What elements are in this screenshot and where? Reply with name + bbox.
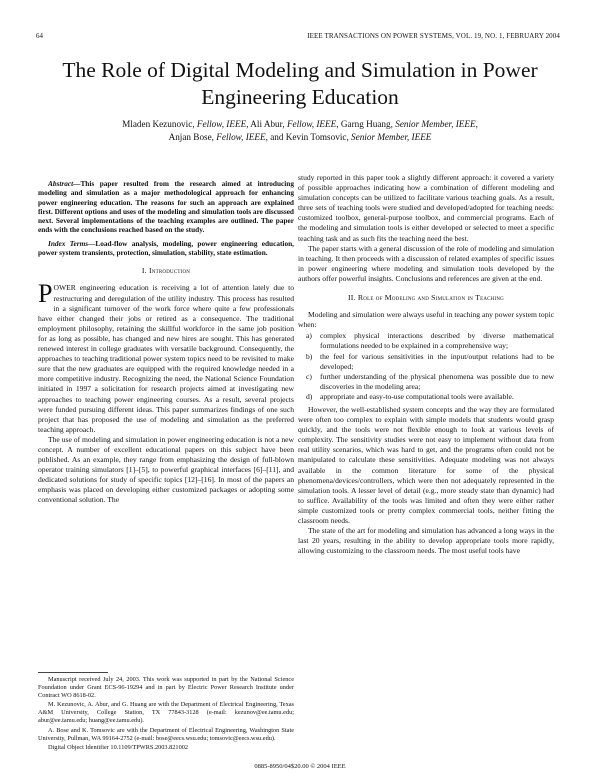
- index-terms-text: Load-flow analysis, modeling, power engineering education, power system transients, protection, simulation, stability, state estimation.: [38, 238, 294, 258]
- abstract-text: This paper resulted from the research aimed at introducing modeling and simulation as a major methodological approach for enhancing power engineering education. The reasons for such an approach are explained first. Different options and uses of the modeling and simulation tools are discussed next. Several implementations of the teaching examples are outlined. The paper ends with the conclusions reached based on the study.: [38, 179, 294, 235]
- abstract: [38, 179, 294, 235]
- right-paragraph-1: study reported in this paper took a slightly different approach: it covered a variety of possible approaches indicating how a combination of different modeling and simulation concepts can be utilized to facilitate various teaching goals. As a result, three sets of teaching tools were studied and developed/adopted for teaching needs: customized toolbox, general-purpose toolbox, and commercial programs. Each of the modeling and simulation tools is either developed or selected to meet a specific teaching task and as such fits the teaching need the best.: [298, 173, 554, 243]
- list-item: [306, 331, 554, 351]
- section-heading-role: II. Role of Modeling and Simulation in Teaching: [348, 293, 504, 303]
- drop-cap: P: [38, 279, 53, 309]
- list-item-text: further understanding of the physical phenomena was possible due to new discoveries in the modeling area;: [320, 371, 554, 391]
- footnote-affiliation-tamu: M. Kezunovic, A. Abur, and G. Huang are with the Department of Electrical Engineering, Texas A&M University, College Station, TX 77843-3128 (e-mail: kezunov@ee.tamu.edu; abur@ee.tamu.edu; huang@ee.tamu.edu).: [38, 701, 294, 725]
- list-item-text: complex physical interactions described by diverse mathematical formulations needed to be explained in a comprehensive way;: [320, 331, 554, 351]
- index-terms: [38, 239, 294, 258]
- page-number: 64: [36, 32, 43, 40]
- list-item-marker: a): [306, 331, 312, 341]
- copyright-footer: 0885-8950/04$20.00 © 2004 IEEE: [254, 763, 346, 770]
- right-paragraph-2: The paper starts with a general discussion of the role of modeling and simulation in teaching. It then proceeds with a discussion of related examples of specific issues in power engineering where modeling and simulation tools developed by the authors offer powerful insights. Conclusions and references are given at the end.: [298, 243, 554, 283]
- paper-title: The Role of Digital Modeling and Simulation in Power Engineering Education: [62, 58, 538, 109]
- footnote-manuscript: Manuscript received July 24, 2003. This work was supported in part by the National Science Foundation under Grant ECS-96-19294 and in part by Electric Power Research Institute under Contract WO 8618-02.: [38, 676, 294, 700]
- right-paragraph-5: The state of the art for modeling and simulation has advanced a long ways in the last 20 years, resulting in the ability to develop appropriate tools more rapidly, allowing customizing to the classroom needs. The most useful tools have: [298, 526, 554, 556]
- list-item: [306, 351, 554, 372]
- authors-line-2: Anjan Bose, Fellow, IEEE, and Kevin Tomsovic, Senior Member, IEEE: [168, 131, 432, 142]
- abstract-label: Abstract—: [48, 179, 81, 188]
- right-column: [298, 173, 554, 556]
- footnote-doi: Digital Object Identifier 10.1109/TPWRS.2003.821002: [48, 743, 189, 751]
- running-header: IEEE TRANSACTIONS ON POWER SYSTEMS, VOL. 19, NO. 1, FEBRUARY 2004: [307, 32, 560, 40]
- left-column: [38, 179, 294, 506]
- section-heading-introduction: I. Introduction: [141, 266, 191, 276]
- intro-paragraph-1-text: OWER engineering education is receiving a lot of attention lately due to restructuring and deregulation of the utility industry. This process has resulted in a significant turnover of the work force where quite a few professionals have either changed their jobs or retired as a consequence. The traditional employment philosophy, retaining the skillful workforce in the same job position for as long as possible, has changed and new hires are sought. This has generated renewed interest in college graduates with versatile background. Consequently, the approaches to teaching traditional power system topics need to be revisited to make sure that the new graduates are equipped with the required knowledge needed in a more competitive industry. Recognizing the need, the National Science Foundation initiated in 1997 a solicitation for research projects aimed at investigating new approaches to teaching power engineering courses. As a result, several projects were funded pursuing different ideas. This paper summarizes findings of one such project that has proposed the use of modeling and simulation as the preferred teaching approach.: [38, 283, 294, 434]
- intro-paragraph-2: The use of modeling and simulation in power engineering education is not a new concept. A number of excellent educational papers on this subject have been published. As an example, they range from emphasizing the design of full-blown operator training simulators [1]–[5], to powerful graphical interfaces [6]–[11], and dedicated solutions for study of specific topics [12]–[16]. In most of the papers an emphasis was placed on developing either customized packages or adopting some conventional solution. The: [38, 434, 294, 505]
- author-block: [36, 118, 564, 143]
- right-paragraph-3: Modeling and simulation were always useful in teaching any power system topic when:: [298, 310, 554, 330]
- list-item: [306, 371, 554, 392]
- list-item-text: appropriate and easy-to-use computational tools were available.: [320, 391, 514, 401]
- right-paragraph-4: However, the well-established system concepts and the way they are formulated were often too complex to explain with simple models that students would grasp quickly, and the tools were not flexible enough to look at various levels of complexity. The sensitivity studies were not easy to implement without data from real utility scenarios, which was hard to get, and the programs often could not be manipulated to calculate these sensitivities. Adequate modeling was not always available in the common literature for some of the physical phenomena/devices/controllers, which were then not adequately represented in the simulation tools. A lesser level of detail (e.g., more steady state than dynamic) had to suffice. Availability of the tools was limited and often they were either rather simple customized tools or pretty complex commercial tools, neither fitting the classroom needs.: [298, 404, 554, 525]
- list-item-text: the feel for various sensitivities in the input/output relations had to be developed;: [320, 351, 554, 371]
- conditions-list: [298, 331, 554, 402]
- footnote-affiliation-wsu: A. Bose and K. Tomsovic are with the Department of Electrical Engineering, Washington State University, Pullman, WA 99164-2752 (e-mail: bose@eecs.wsu.edu; tomsovic@eecs.wsu.edu).: [38, 726, 294, 742]
- footnote-rule: [38, 672, 108, 673]
- footnotes: [38, 672, 294, 753]
- list-item-marker: c): [306, 371, 312, 381]
- authors-line-1: Mladen Kezunovic, Fellow, IEEE, Ali Abur, Fellow, IEEE, Garng Huang, Senior Member, IEEE,: [122, 119, 478, 129]
- intro-paragraph-1: [38, 279, 294, 434]
- list-item: [306, 391, 554, 402]
- list-item-marker: b): [306, 351, 313, 361]
- list-item-marker: d): [306, 391, 313, 401]
- index-terms-label: Index Terms—: [48, 238, 96, 248]
